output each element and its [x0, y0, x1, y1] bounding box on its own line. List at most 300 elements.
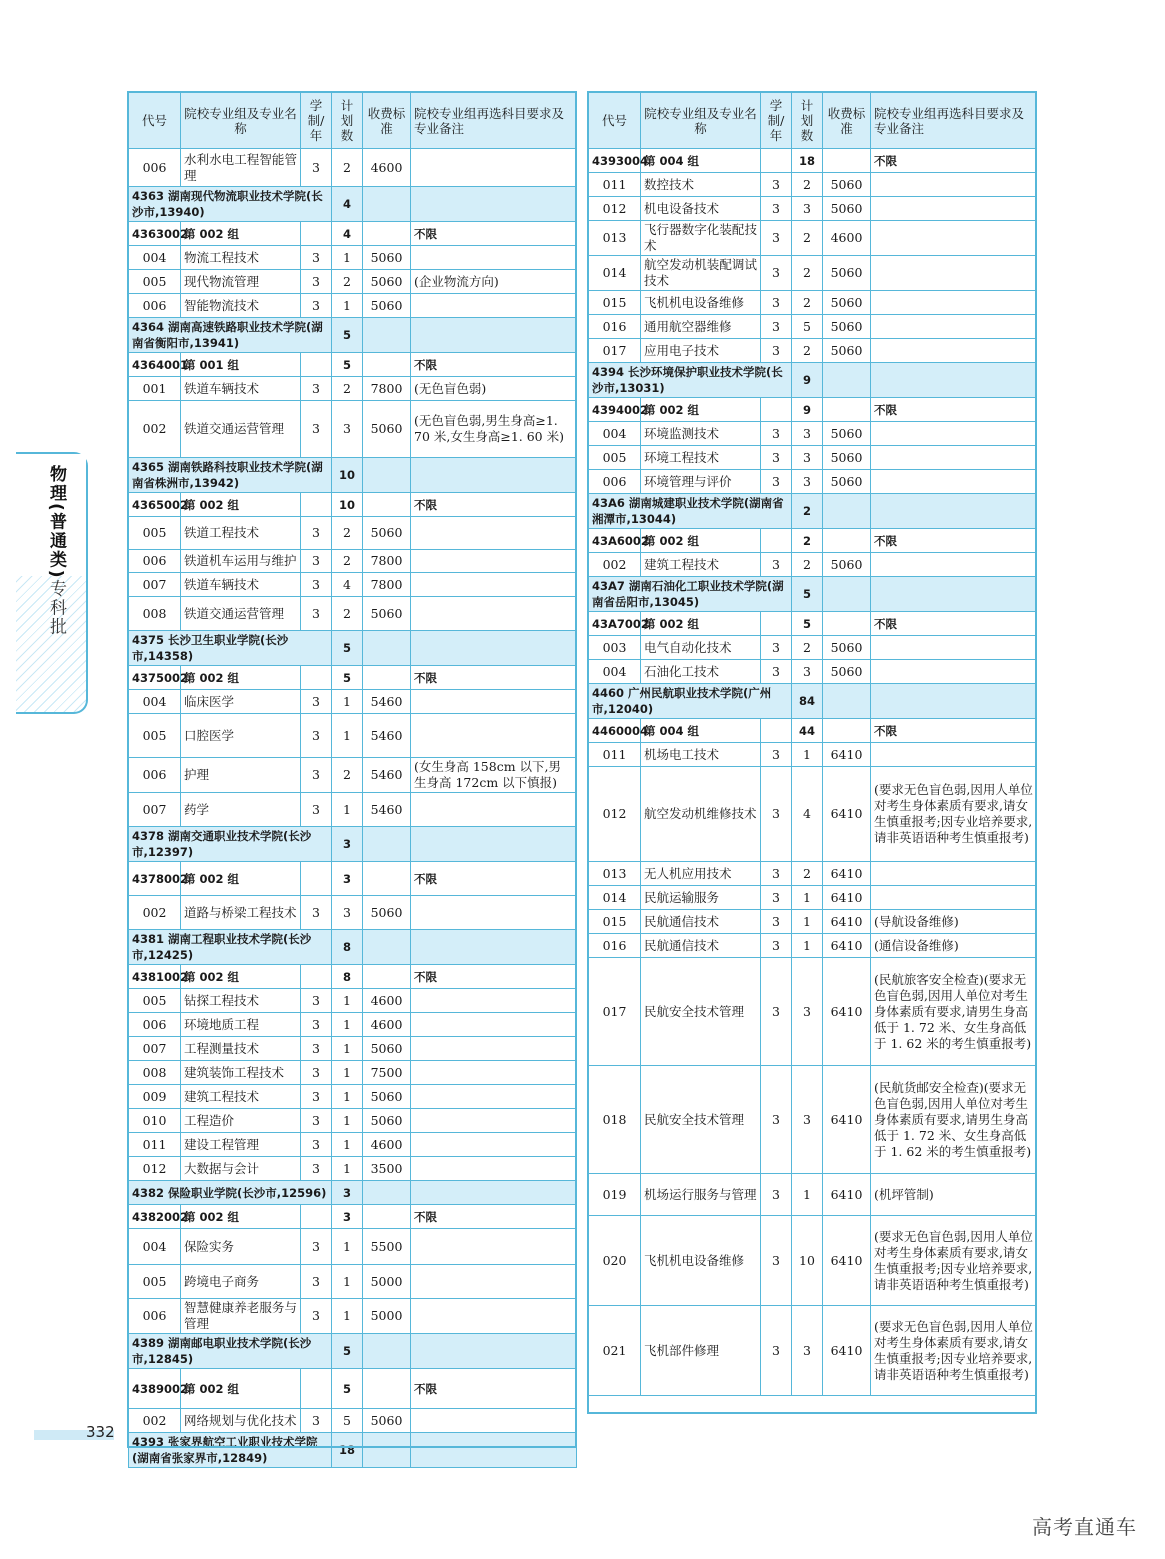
major-fee: 5500 [363, 1229, 411, 1265]
major-plan: 1 [332, 1109, 363, 1133]
major-fee: 5460 [363, 690, 411, 714]
major-name: 保险实务 [181, 1229, 301, 1265]
major-fee: 6410 [823, 934, 871, 958]
major-code: 011 [589, 173, 641, 197]
major-name: 水利水电工程智能管理 [181, 149, 301, 187]
school-row [589, 363, 1037, 398]
major-name: 建筑装饰工程技术 [181, 1061, 301, 1085]
major-name: 建筑工程技术 [181, 1085, 301, 1109]
group-note: 不限 [871, 398, 1037, 422]
major-plan: 2 [792, 862, 823, 886]
major-plan: 1 [332, 294, 363, 318]
major-note [411, 1085, 577, 1109]
major-note [871, 256, 1037, 291]
major-note: (导航设备维修) [871, 910, 1037, 934]
major-row [589, 291, 1037, 315]
major-name: 网络规划与优化技术 [181, 1409, 301, 1433]
major-plan: 3 [332, 401, 363, 458]
major-row [129, 896, 577, 930]
major-fee: 5060 [823, 470, 871, 494]
header-fee: 收费标准 [363, 93, 411, 149]
major-code: 016 [589, 934, 641, 958]
major-plan: 2 [332, 550, 363, 573]
table-header-row [129, 93, 577, 149]
major-note [871, 339, 1037, 363]
school-note [411, 827, 577, 862]
group-row [129, 353, 577, 377]
school-fee [823, 577, 871, 612]
group-row [129, 493, 577, 517]
major-fee: 6410 [823, 743, 871, 767]
major-name: 飞行器数字化装配技术 [641, 221, 761, 256]
major-row [589, 660, 1037, 684]
major-row [129, 1037, 577, 1061]
school-note [411, 1433, 577, 1468]
major-row [129, 573, 577, 597]
school-row [589, 684, 1037, 719]
major-row [589, 636, 1037, 660]
major-name: 工程造价 [181, 1109, 301, 1133]
major-code: 004 [589, 422, 641, 446]
major-note [411, 573, 577, 597]
group-note: 不限 [411, 862, 577, 896]
school-name: 4381 湖南工程职业技术学院(长沙市,12425) [129, 930, 332, 965]
major-note [411, 1013, 577, 1037]
school-note [411, 318, 577, 353]
group-name: 第 004 组 [641, 149, 761, 173]
group-fee [823, 149, 871, 173]
group-plan: 5 [332, 353, 363, 377]
group-fee [363, 353, 411, 377]
group-years [301, 666, 332, 690]
group-code: 4382002 [129, 1205, 181, 1229]
major-name: 机电设备技术 [641, 197, 761, 221]
group-code: 4394002 [589, 398, 641, 422]
major-years: 3 [761, 422, 792, 446]
major-note [411, 517, 577, 550]
major-code: 002 [589, 553, 641, 577]
group-plan: 8 [332, 965, 363, 989]
major-note [411, 294, 577, 318]
group-row [589, 529, 1037, 553]
major-code: 005 [129, 1265, 181, 1299]
group-code: 4393004 [589, 149, 641, 173]
major-fee: 5060 [823, 197, 871, 221]
major-note [411, 597, 577, 631]
major-name: 护理 [181, 758, 301, 793]
major-row [129, 517, 577, 550]
watermark: 高考直通车 [1032, 1515, 1137, 1539]
major-fee: 5060 [823, 636, 871, 660]
major-code: 014 [589, 886, 641, 910]
school-fee [363, 318, 411, 353]
major-note [411, 989, 577, 1013]
group-code: 4365002 [129, 493, 181, 517]
major-years: 3 [761, 1306, 792, 1396]
major-row [589, 256, 1037, 291]
major-years: 3 [301, 1133, 332, 1157]
major-note [411, 1229, 577, 1265]
major-code: 016 [589, 315, 641, 339]
major-name: 石油化工技术 [641, 660, 761, 684]
major-years: 3 [301, 294, 332, 318]
major-name: 民航安全技术管理 [641, 1066, 761, 1174]
major-note: (要求无色盲色弱,因用人单位对考生身体素质有要求,请女生慎重报考;因专业培养要求,请非英语语种考生慎重报考) [871, 767, 1037, 862]
group-code: 4364001 [129, 353, 181, 377]
major-fee: 5000 [363, 1265, 411, 1299]
major-name: 铁道机车运用与维护 [181, 550, 301, 573]
major-years: 3 [761, 958, 792, 1066]
school-plan: 5 [332, 631, 363, 666]
major-row [589, 1306, 1037, 1396]
major-note: (要求无色盲色弱,因用人单位对考生身体素质有要求,请女生慎重报考;因专业培养要求,请非英语语种考生慎重报考) [871, 1306, 1037, 1396]
major-row [129, 270, 577, 294]
group-plan: 5 [332, 666, 363, 690]
major-code: 002 [129, 401, 181, 458]
major-plan: 1 [792, 910, 823, 934]
school-plan: 5 [792, 577, 823, 612]
header-name: 院校专业组及专业名称 [181, 93, 301, 149]
school-plan: 9 [792, 363, 823, 398]
major-name: 药学 [181, 793, 301, 827]
major-row [589, 221, 1037, 256]
group-code: 4363002 [129, 222, 181, 246]
major-fee: 6410 [823, 958, 871, 1066]
major-row [129, 1157, 577, 1181]
school-name: 4460 广州民航职业技术学院(广州市,12040) [589, 684, 792, 719]
group-code: 4460004 [589, 719, 641, 743]
major-name: 无人机应用技术 [641, 862, 761, 886]
group-plan: 4 [332, 222, 363, 246]
major-plan: 1 [332, 1013, 363, 1037]
major-code: 006 [129, 758, 181, 793]
major-fee: 4600 [363, 989, 411, 1013]
major-code: 013 [589, 862, 641, 886]
major-plan: 1 [332, 246, 363, 270]
group-plan: 18 [792, 149, 823, 173]
major-row [589, 446, 1037, 470]
major-years: 3 [301, 1013, 332, 1037]
school-name: 43A7 湖南石油化工职业技术学院(湖南省岳阳市,13045) [589, 577, 792, 612]
group-row [129, 965, 577, 989]
group-note: 不限 [411, 1369, 577, 1409]
major-row [589, 1216, 1037, 1306]
major-code: 004 [129, 1229, 181, 1265]
major-note: (机坪管制) [871, 1174, 1037, 1216]
group-code: 43A6002 [589, 529, 641, 553]
major-years: 3 [301, 793, 332, 827]
major-years: 3 [761, 291, 792, 315]
major-row [129, 149, 577, 187]
major-fee: 6410 [823, 767, 871, 862]
school-plan: 3 [332, 827, 363, 862]
group-plan: 5 [332, 1369, 363, 1409]
major-code: 019 [589, 1174, 641, 1216]
group-fee [363, 666, 411, 690]
school-row [129, 318, 577, 353]
group-fee [363, 862, 411, 896]
group-name: 第 002 组 [641, 529, 761, 553]
major-row [589, 910, 1037, 934]
major-plan: 1 [792, 1174, 823, 1216]
group-note: 不限 [411, 353, 577, 377]
major-plan: 3 [332, 896, 363, 930]
school-fee [363, 631, 411, 666]
group-row [589, 719, 1037, 743]
major-code: 004 [129, 690, 181, 714]
major-row [129, 597, 577, 631]
major-plan: 1 [792, 743, 823, 767]
major-code: 002 [129, 1409, 181, 1433]
major-row [129, 1013, 577, 1037]
major-fee: 5060 [363, 517, 411, 550]
major-row [129, 401, 577, 458]
major-years: 3 [761, 1216, 792, 1306]
major-fee: 7500 [363, 1061, 411, 1085]
major-years: 3 [301, 517, 332, 550]
school-row [129, 1181, 577, 1205]
major-row [129, 1133, 577, 1157]
major-plan: 3 [792, 446, 823, 470]
header-years: 学制/年 [301, 93, 332, 149]
major-name: 智慧健康养老服务与管理 [181, 1299, 301, 1334]
major-code: 011 [589, 743, 641, 767]
group-years [761, 149, 792, 173]
major-note [411, 793, 577, 827]
major-name: 铁道车辆技术 [181, 377, 301, 401]
major-fee: 6410 [823, 910, 871, 934]
major-note [871, 291, 1037, 315]
major-years: 3 [301, 597, 332, 631]
major-years: 3 [761, 910, 792, 934]
major-years: 3 [301, 690, 332, 714]
header-note: 院校专业组再选科目要求及专业备注 [411, 93, 577, 149]
major-years: 3 [761, 446, 792, 470]
major-name: 飞机机电设备维修 [641, 1216, 761, 1306]
major-name: 环境监测技术 [641, 422, 761, 446]
major-years: 3 [761, 553, 792, 577]
group-fee [363, 1369, 411, 1409]
major-code: 005 [589, 446, 641, 470]
group-fee [363, 965, 411, 989]
major-fee: 5060 [363, 401, 411, 458]
major-code: 006 [129, 149, 181, 187]
major-code: 005 [129, 517, 181, 550]
major-name: 飞机机电设备维修 [641, 291, 761, 315]
header-name: 院校专业组及专业名称 [641, 93, 761, 149]
major-plan: 1 [332, 1037, 363, 1061]
group-name: 第 002 组 [181, 666, 301, 690]
major-code: 006 [129, 1299, 181, 1334]
major-plan: 1 [332, 1085, 363, 1109]
group-plan: 9 [792, 398, 823, 422]
school-plan: 8 [332, 930, 363, 965]
major-plan: 3 [792, 197, 823, 221]
major-plan: 1 [332, 793, 363, 827]
school-fee [823, 494, 871, 529]
group-row [129, 862, 577, 896]
major-plan: 2 [792, 173, 823, 197]
school-note [871, 684, 1037, 719]
major-note [871, 315, 1037, 339]
school-plan: 2 [792, 494, 823, 529]
major-plan: 1 [792, 934, 823, 958]
major-note: (无色盲色弱,男生身高≥1. 70 米,女生身高≥1. 60 米) [411, 401, 577, 458]
school-note [411, 458, 577, 493]
school-row [129, 187, 577, 222]
school-plan: 3 [332, 1181, 363, 1205]
group-note: 不限 [411, 493, 577, 517]
major-note [411, 1157, 577, 1181]
major-row [129, 1061, 577, 1085]
group-note: 不限 [871, 529, 1037, 553]
major-fee: 5060 [823, 446, 871, 470]
major-name: 临床医学 [181, 690, 301, 714]
group-fee [823, 719, 871, 743]
major-years: 3 [301, 573, 332, 597]
major-plan: 3 [792, 470, 823, 494]
major-code: 012 [589, 767, 641, 862]
major-fee: 5060 [363, 270, 411, 294]
major-years: 3 [301, 246, 332, 270]
major-row [589, 1174, 1037, 1216]
group-note: 不限 [411, 965, 577, 989]
header-plan: 计划数 [332, 93, 363, 149]
group-row [589, 398, 1037, 422]
group-row [589, 149, 1037, 173]
group-row [129, 222, 577, 246]
major-code: 012 [589, 197, 641, 221]
major-code: 013 [589, 221, 641, 256]
major-note [871, 446, 1037, 470]
group-years [301, 965, 332, 989]
header-fee: 收费标准 [823, 93, 871, 149]
major-fee: 6410 [823, 1216, 871, 1306]
table-header-row [589, 93, 1037, 149]
major-fee: 6410 [823, 1306, 871, 1396]
major-code: 006 [129, 294, 181, 318]
major-fee: 6410 [823, 1174, 871, 1216]
major-note [411, 714, 577, 758]
school-row [589, 577, 1037, 612]
major-note [871, 886, 1037, 910]
school-fee [363, 827, 411, 862]
major-name: 机场运行服务与管理 [641, 1174, 761, 1216]
major-years: 3 [301, 1037, 332, 1061]
group-years [301, 222, 332, 246]
header-plan: 计划数 [792, 93, 823, 149]
major-years: 3 [301, 1265, 332, 1299]
major-fee: 4600 [363, 149, 411, 187]
major-name: 飞机部件修理 [641, 1306, 761, 1396]
major-plan: 1 [332, 1299, 363, 1334]
major-name: 机场电工技术 [641, 743, 761, 767]
major-name: 铁道车辆技术 [181, 573, 301, 597]
major-code: 006 [129, 550, 181, 573]
group-name: 第 002 组 [181, 1369, 301, 1409]
major-row [129, 377, 577, 401]
major-years: 3 [761, 256, 792, 291]
admission-table-right [588, 92, 1037, 1396]
major-code: 018 [589, 1066, 641, 1174]
major-row [129, 758, 577, 793]
major-note [871, 553, 1037, 577]
major-name: 大数据与会计 [181, 1157, 301, 1181]
major-code: 012 [129, 1157, 181, 1181]
major-code: 021 [589, 1306, 641, 1396]
major-plan: 1 [792, 886, 823, 910]
school-plan: 5 [332, 318, 363, 353]
major-note [871, 636, 1037, 660]
major-plan: 2 [792, 256, 823, 291]
major-name: 铁道工程技术 [181, 517, 301, 550]
major-row [129, 1265, 577, 1299]
major-note [411, 1265, 577, 1299]
group-note: 不限 [871, 719, 1037, 743]
major-fee: 5460 [363, 714, 411, 758]
major-row [589, 173, 1037, 197]
major-name: 电气自动化技术 [641, 636, 761, 660]
group-name: 第 004 组 [641, 719, 761, 743]
group-plan: 10 [332, 493, 363, 517]
major-row [589, 1066, 1037, 1174]
page-number: 332 [86, 1423, 115, 1441]
major-fee: 5060 [823, 291, 871, 315]
major-name: 铁道交通运营管理 [181, 597, 301, 631]
major-code: 005 [129, 270, 181, 294]
major-fee: 5460 [363, 793, 411, 827]
major-row [589, 886, 1037, 910]
major-fee: 5060 [363, 1109, 411, 1133]
major-years: 3 [761, 1174, 792, 1216]
major-fee: 5060 [823, 553, 871, 577]
major-plan: 1 [332, 1133, 363, 1157]
group-years [761, 612, 792, 636]
major-code: 020 [589, 1216, 641, 1306]
major-fee: 4600 [823, 221, 871, 256]
major-plan: 3 [792, 422, 823, 446]
major-plan: 2 [792, 221, 823, 256]
major-fee: 5060 [823, 339, 871, 363]
major-plan: 2 [332, 517, 363, 550]
major-note [411, 1061, 577, 1085]
group-name: 第 002 组 [181, 1205, 301, 1229]
major-fee: 5060 [823, 315, 871, 339]
group-code: 4375002 [129, 666, 181, 690]
major-fee: 5060 [363, 1085, 411, 1109]
major-fee: 7800 [363, 377, 411, 401]
major-note [871, 743, 1037, 767]
school-row [129, 1334, 577, 1369]
major-note: (通信设备维修) [871, 934, 1037, 958]
major-plan: 2 [332, 377, 363, 401]
school-name: 4378 湖南交通职业技术学院(长沙市,12397) [129, 827, 332, 862]
group-years [761, 719, 792, 743]
group-fee [823, 612, 871, 636]
major-name: 环境管理与评价 [641, 470, 761, 494]
major-name: 航空发动机维修技术 [641, 767, 761, 862]
school-plan: 18 [332, 1433, 363, 1468]
school-plan: 10 [332, 458, 363, 493]
group-fee [823, 398, 871, 422]
major-row [129, 690, 577, 714]
school-plan: 5 [332, 1334, 363, 1369]
major-row [129, 793, 577, 827]
major-years: 3 [301, 1157, 332, 1181]
major-name: 航空发动机装配调试技术 [641, 256, 761, 291]
major-plan: 10 [792, 1216, 823, 1306]
major-years: 3 [761, 743, 792, 767]
